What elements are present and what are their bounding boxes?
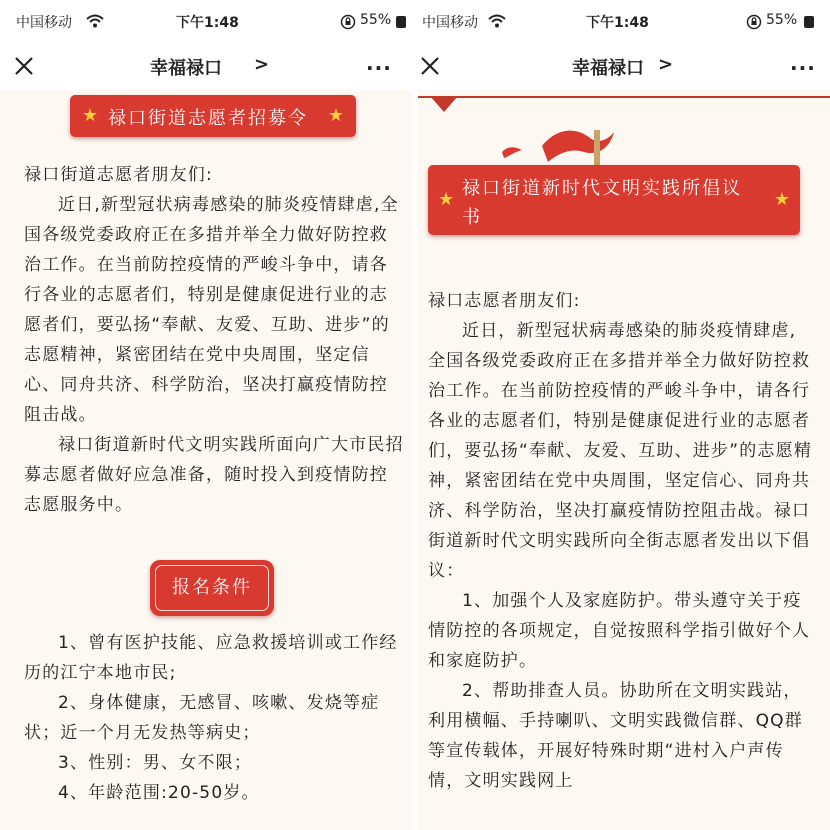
proposal-banner [428,165,800,235]
wifi-icon [488,14,506,28]
banner-title-line1: 禄口街道新时代文明实践所倡议 [462,178,742,199]
triangle-ornament-icon [430,96,458,114]
paragraph: 禄口街道新时代文明实践所面向广大市民招募志愿者做好应急准备，随时投入到疫情防控志愿服务中。 [24,435,404,515]
account-title[interactable]: 幸福禄口 [572,58,644,79]
divider-line [418,96,830,98]
star-icon: ★ [82,105,99,126]
greeting: 禄口志愿者朋友们: [428,291,581,311]
chevron-right-icon[interactable]: > [658,54,674,75]
carrier-label: 中国移动 [422,15,478,31]
orientation-lock-icon [340,14,356,30]
banner-title: 禄口街道志愿者招募令 [108,108,308,129]
close-icon[interactable] [12,54,36,78]
battery-icon [396,16,406,28]
banner-title-line2: 书 [462,207,482,228]
nav-bar [418,42,830,90]
condition-item: 2、身体健康，无感冒、咳嗽、发烧等症状；近一个月无发热等病史； [24,693,380,743]
flag-ornament-icon [538,118,618,168]
battery-percentage: 55% [360,12,392,28]
greeting: 禄口街道志愿者朋友们: [24,165,213,185]
recruitment-banner [70,95,356,137]
wifi-icon [86,14,104,28]
battery-percentage: 55% [766,12,798,28]
nav-bar [0,42,412,90]
status-time: 下午1:48 [586,15,649,31]
dove-ornament-icon [502,144,522,158]
more-options-icon[interactable]: ··· [366,56,392,80]
condition-item: 3、性别：男、女不限； [58,753,253,773]
condition-item: 4、年龄范围:20-50岁。 [58,783,260,803]
conditions-list [24,628,404,808]
condition-item: 1、曾有医护技能、应急救援培训或工作经历的江宁本地市民; [24,633,398,683]
paragraph: 近日，新型冠状病毒感染的肺炎疫情肆虐,全国各级党委政府正在多措并举全力做好防控救治工作。在当前防控疫情的严峻斗争中，请各行各业的志愿者们，特别是健康促进行业的志愿者们，要弘扬“奉献、友爱、互助、进步”的志愿精神，紧密团结在党中央周围，坚定信心、同舟共济、科学防治，坚决打赢疫情防控阻击战。禄口街道新时代文明实践所向全街志愿者发出以下倡议： [428,321,813,581]
carrier-label: 中国移动 [16,15,72,31]
status-bar [418,0,830,42]
paragraph: 2、帮助排查人员。协助所在文明实践站，利用横幅、手持喇叭、文明实践微信群、QQ群等宣传载体，开展好特殊时期“进村入户声传情，文明实践网上 [428,681,803,791]
paragraph: 近日,新型冠状病毒感染的肺炎疫情肆虐,全国各级党委政府正在多措并举全力做好防控救治工作。在当前防控疫情的严峻斗争中，请各行各业的志愿者们，特别是健康促进行业的志愿者们，要弘扬“奉献、友爱、互助、进步”的志愿精神，紧密团结在党中央周围，坚定信心、同舟共济、科学防治，坚决打赢疫情防控阻击战。 [24,195,399,425]
orientation-lock-icon [746,14,762,30]
star-icon: ★ [327,105,344,126]
status-bar [0,0,412,42]
conditions-heading-button[interactable] [150,560,274,616]
left-screenshot [0,0,412,830]
battery-icon [804,16,814,28]
star-icon: ★ [773,189,790,210]
status-time: 下午1:48 [176,15,239,31]
right-screenshot [418,0,830,830]
star-icon: ★ [438,189,455,210]
conditions-heading-label: 报名条件 [155,565,269,611]
more-options-icon[interactable]: ··· [790,56,816,80]
chevron-right-icon[interactable]: > [254,54,270,75]
close-icon[interactable] [418,54,442,78]
article-body [24,160,404,520]
paragraph: 1、加强个人及家庭防护。带头遵守关于疫情防控的各项规定，自觉按照科学指引做好个人和家庭防护。 [428,591,811,671]
article-body [428,286,814,796]
account-title[interactable]: 幸福禄口 [150,58,222,79]
